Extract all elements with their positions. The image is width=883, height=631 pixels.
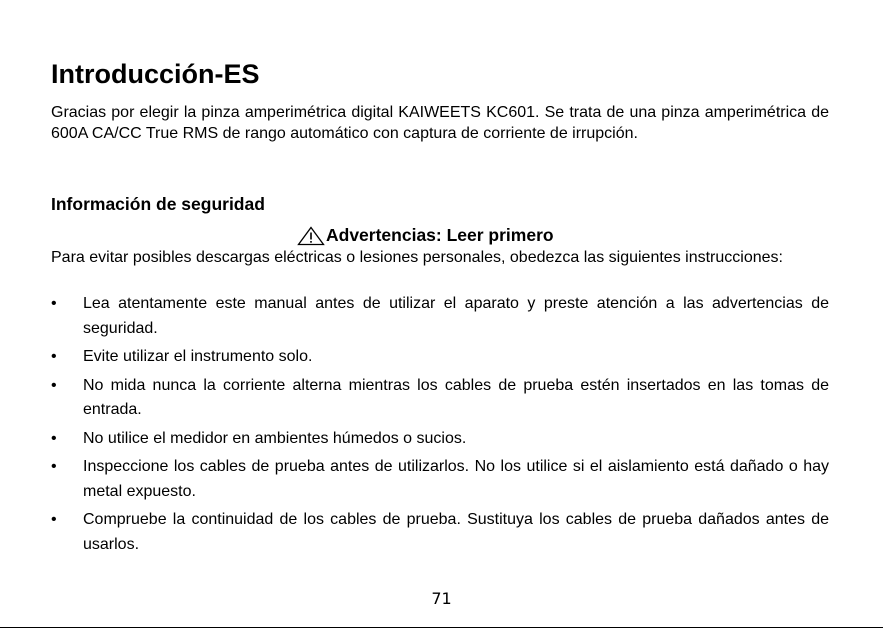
safety-bullet-list: [51, 292, 829, 561]
warning-heading: [297, 224, 554, 246]
bullet-symbol: •: [51, 348, 57, 365]
list-item: [51, 374, 829, 423]
safety-heading: Información de seguridad: [51, 194, 265, 214]
bullet-text: Evite utilizar el instrumento solo.: [83, 348, 313, 365]
warning-heading-text: Advertencias: Leer primero: [326, 225, 554, 245]
list-item: [51, 427, 829, 452]
bullet-symbol: •: [51, 511, 57, 528]
bullet-text: Lea atentamente este manual antes de utilizar el aparato y preste atención a las advertencias de seguridad.: [83, 295, 829, 337]
list-item: [51, 345, 829, 370]
bullet-text: Compruebe la continuidad de los cables de prueba. Sustituya los cables de prueba dañados antes de usarlos.: [83, 511, 829, 553]
list-item: [51, 292, 829, 341]
bullet-text: Inspeccione los cables de prueba antes de utilizarlos. No los utilice si el aislamiento está dañado o hay metal expuesto.: [83, 458, 829, 500]
bullet-text: No mida nunca la corriente alterna mientras los cables de prueba estén insertados en las tomas de entrada.: [83, 376, 829, 418]
warning-triangle-icon: [297, 226, 325, 246]
bullet-text: No utilice el medidor en ambientes húmedos o sucios.: [83, 429, 467, 447]
bullet-symbol: •: [51, 295, 57, 312]
page-number: 71: [431, 589, 452, 608]
footer-divider: [0, 627, 883, 628]
bullet-symbol: •: [51, 376, 57, 394]
list-item: [51, 455, 829, 504]
list-item: [51, 508, 829, 557]
warning-intro: Para evitar posibles descargas eléctricas o lesiones personales, obedezca las siguientes instrucciones:: [51, 249, 783, 266]
bullet-symbol: •: [51, 429, 57, 447]
page-title: Introducción-ES: [51, 59, 260, 89]
bullet-symbol: •: [51, 458, 57, 475]
intro-paragraph: Gracias por elegir la pinza amperimétrica digital KAIWEETS KC601. Se trata de una pinza amperimétrica de 600A CA/CC True RMS de rango automático con captura de corriente de irrupción.: [51, 104, 829, 142]
